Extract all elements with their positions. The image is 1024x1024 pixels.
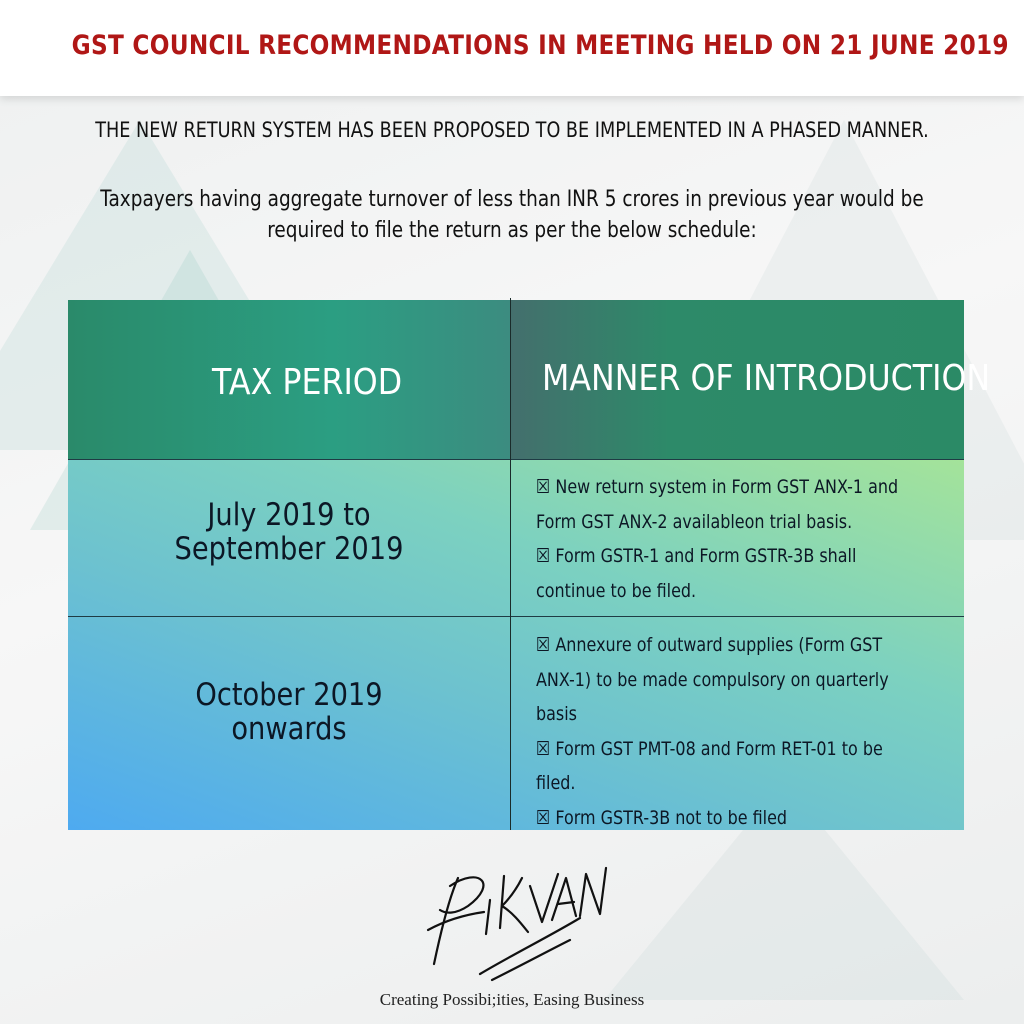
intro-description (82, 184, 942, 246)
column-header-tax-period: TAX PERIOD (212, 362, 403, 403)
manner-cell (536, 470, 899, 608)
manner-line: filed. (536, 772, 576, 794)
manner-line: ☒ Annexure of outward supplies (Form GST (536, 634, 883, 656)
tax-period-cell (95, 498, 484, 566)
manner-line: basis (536, 703, 577, 725)
tax-period-line: July 2019 to (207, 497, 371, 533)
manner-line: continue to be filed. (536, 579, 697, 602)
manner-cell (536, 628, 889, 835)
tagline: Creating Possibi;ities, Easing Business (379, 990, 645, 1009)
row-divider (68, 616, 964, 617)
tax-period-line: September 2019 (174, 531, 404, 567)
manner-line: ☒ Form GSTR-3B not to be filed (536, 806, 788, 829)
manner-line: ☒ Form GST PMT-08 and Form RET-01 to be (536, 737, 883, 760)
column-header-manner: MANNER OF INTRODUCTION (542, 358, 991, 399)
intro-statement: THE NEW RETURN SYSTEM HAS BEEN PROPOSED TO BE IMPLEMENTED IN A PHASED MANNER. (95, 118, 929, 142)
tax-period-line: October 2019 (195, 677, 383, 713)
pikvan-signature-logo (420, 856, 610, 986)
tax-period-cell (95, 678, 484, 746)
row-divider (68, 459, 964, 460)
intro-description-line: required to file the return as per the below schedule: (267, 218, 757, 243)
header-band (0, 0, 1024, 96)
manner-line: ☒ Form GSTR-1 and Form GSTR-3B shall (536, 545, 857, 567)
manner-line: ANX-1) to be made compulsory on quarterly (536, 668, 889, 691)
column-divider (510, 298, 511, 830)
intro-description-line: Taxpayers having aggregate turnover of less than INR 5 crores in previous year would be (100, 187, 924, 212)
page-title: GST COUNCIL RECOMMENDATIONS IN MEETING HELD ON 21 JUNE 2019 (71, 30, 1009, 61)
tax-period-line: onwards (231, 711, 347, 747)
manner-line: ☒ New return system in Form GST ANX-1 and (536, 476, 899, 498)
manner-line: Form GST ANX-2 availableon trial basis. (536, 510, 853, 533)
schedule-table (68, 300, 991, 830)
